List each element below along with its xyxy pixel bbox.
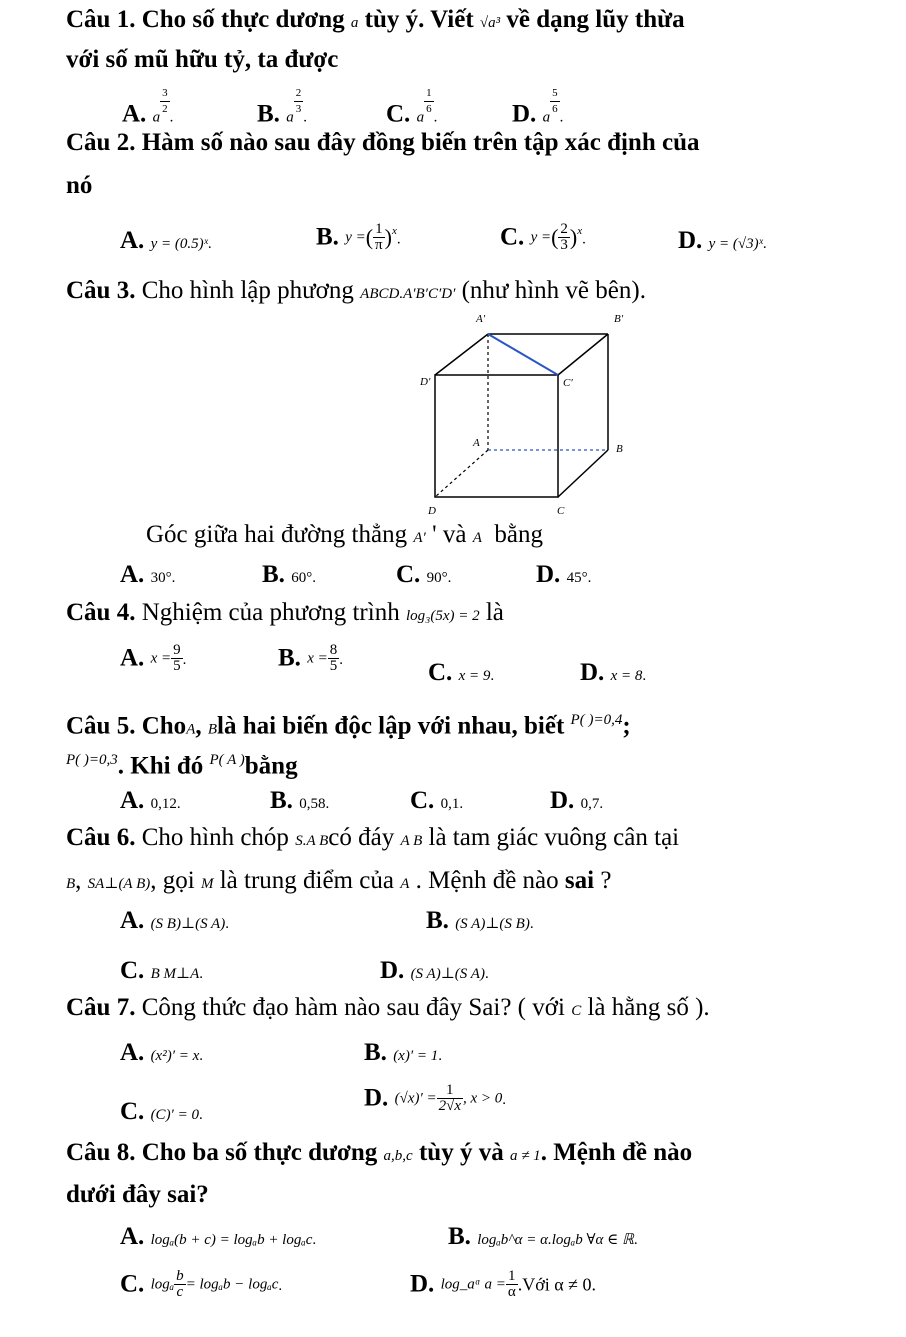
option-base: a: [416, 109, 425, 126]
q6-text-f: . Mệnh đề nào: [415, 867, 559, 894]
option-label: D.: [536, 561, 561, 588]
option-num: 8: [329, 641, 338, 658]
vertex-c: C: [557, 505, 565, 517]
q3-line-b: A: [472, 530, 482, 546]
q8-line-1: [66, 1138, 692, 1171]
option-label: B.: [364, 1039, 387, 1066]
option-den: 5: [329, 657, 338, 674]
q6-text-d: , gọi: [150, 867, 195, 894]
q4-option-d[interactable]: D. x = 8.: [580, 659, 647, 686]
option-tail: .Với α ≠ 0.: [517, 1274, 597, 1295]
q7-text-b: là hằng số ).: [587, 994, 710, 1021]
q5-expr-3: P( A ): [209, 752, 245, 768]
option-label: B.: [257, 100, 280, 128]
option-label: B.: [448, 1223, 471, 1250]
q6-option-d[interactable]: D. (S A)⊥(S A).: [380, 957, 489, 984]
q1-option-b[interactable]: B. a $\frac{2}{3}$ .: [257, 87, 307, 128]
option-lhs: y =: [530, 229, 552, 246]
option-label: B.: [262, 561, 285, 588]
q5-text-b: ,: [195, 712, 202, 740]
option-den: 5: [173, 657, 181, 674]
q7-option-a[interactable]: A. (x²)′ = x.: [120, 1039, 204, 1066]
option-value: 0,1: [440, 796, 460, 812]
edge-c-b: [558, 450, 608, 497]
q1-text-b: tùy ý. Viết: [364, 6, 474, 33]
q2-text: Hàm số nào sau đây đồng biến trên tập xác định của: [141, 129, 700, 156]
q6-text-g: ?: [600, 867, 612, 894]
option-den: 3: [560, 237, 568, 254]
q4-text-a: Nghiệm của phương trình: [141, 599, 400, 626]
q6-option-c[interactable]: C. B M⊥A.: [120, 957, 203, 984]
q4-label: Câu 4.: [66, 599, 136, 626]
option-label: C.: [428, 659, 453, 686]
vertex-a1: A′: [476, 313, 486, 325]
option-base: a: [286, 109, 294, 126]
q2-line-1: [66, 128, 699, 158]
option-value: 0,12: [150, 796, 177, 812]
option-label: D.: [678, 227, 703, 254]
q7-text-a: Công thức đạo hàm nào sau đây Sai? ( với: [141, 994, 565, 1021]
option-label: D.: [380, 957, 405, 984]
option-expr: y = (√3)ˣ: [708, 236, 763, 252]
option-expr: B M⊥A: [150, 966, 200, 982]
vertex-b: B: [616, 443, 623, 455]
option-label: C.: [396, 561, 421, 588]
q3-option-a[interactable]: A. 30°.: [120, 561, 176, 588]
q1-option-a[interactable]: A. a $\frac{3}{2}$ .: [122, 87, 174, 128]
option-expr: (C)′ = 0: [150, 1107, 199, 1123]
cube-figure: [400, 300, 660, 520]
q5-semicolon: ;: [622, 712, 631, 740]
option-label: A.: [120, 787, 145, 814]
option-expr: logₐb^α = α.logₐb ∀α ∈ ℝ: [477, 1232, 634, 1248]
option-label: C.: [500, 223, 525, 251]
q1-label: Câu 1.: [66, 6, 136, 33]
q5-expr-2: P( )=0,3: [66, 752, 118, 768]
q1-option-d[interactable]: D. a $\frac{5}{6}$ .: [512, 87, 564, 128]
q5-option-c[interactable]: C. 0,1.: [410, 787, 464, 814]
option-label: A.: [120, 561, 145, 588]
q4-text-b: là: [485, 599, 504, 626]
q3-question-c: bằng: [494, 521, 543, 548]
q7-var-c: C: [571, 1003, 582, 1019]
vertex-d: D: [428, 505, 436, 517]
vertex-a: A: [473, 437, 480, 449]
q8-option-c[interactable]: C. logₐ $\frac{b}{c}$ = logₐb − logₐc.: [120, 1267, 283, 1300]
option-lhs: x =: [150, 650, 172, 667]
option-value: 90°: [426, 570, 448, 586]
option-den: α: [507, 1283, 516, 1300]
q3-option-b[interactable]: B. 60°.: [262, 561, 316, 588]
q8-vars: a,b,c: [383, 1148, 413, 1164]
q4-option-a[interactable]: A. x = $\frac{9}{5}$ .: [120, 641, 187, 674]
option-label: A.: [120, 644, 145, 672]
q8-text-c: . Mệnh đề nào: [540, 1139, 693, 1166]
option-label: B.: [278, 644, 301, 672]
option-value: 60°: [291, 570, 313, 586]
q1-line-1: [66, 5, 685, 38]
vertex-c1: C′: [563, 377, 573, 389]
q6-text-e: là trung điểm của: [219, 867, 394, 894]
option-lhs: logₐ: [150, 1276, 175, 1293]
q3-question: Góc giữa hai đường thẳng A′ ' và A bằng: [146, 521, 543, 548]
q6-text-a: Cho hình chóp: [141, 824, 289, 851]
q5-line-1: [66, 705, 631, 744]
option-lhs: (√x)′ =: [394, 1090, 437, 1107]
q6-point: M: [200, 876, 214, 892]
option-label: C.: [120, 1098, 145, 1125]
q3-text-a: Cho hình lập phương: [141, 277, 354, 304]
vertex-d1: D′: [420, 376, 431, 388]
q6-option-b[interactable]: B. (S A)⊥(S B).: [426, 907, 534, 934]
option-num: 2: [560, 221, 568, 238]
option-label: D.: [410, 1270, 435, 1298]
option-value: 45°: [566, 570, 588, 586]
option-expr: (S A)⊥(S A): [410, 966, 485, 982]
edge-b1-c1: [558, 334, 608, 375]
option-base: a: [542, 109, 551, 126]
option-label: C.: [386, 100, 411, 128]
option-den: c: [176, 1283, 184, 1300]
option-label: A.: [120, 907, 145, 934]
q1-var-a: a: [350, 15, 359, 31]
option-expr: y = (0.5)ˣ: [150, 236, 208, 252]
option-expr: (x)′ = 1: [393, 1048, 439, 1064]
q2-line-2: nó: [66, 172, 93, 199]
option-label: D.: [550, 787, 575, 814]
option-label: B.: [426, 907, 449, 934]
option-den: 2√x: [438, 1097, 461, 1114]
q8-option-d[interactable]: [410, 1268, 596, 1300]
option-value: 0,58: [299, 796, 326, 812]
option-lhs: log_aᵅ a =: [440, 1276, 506, 1293]
option-num: 9: [173, 641, 181, 658]
q5-var-a: A: [186, 721, 196, 738]
q5-text-c: là hai biến độc lập với nhau, biết: [217, 712, 565, 740]
q6-text-c: là tam giác vuông cân tại: [428, 824, 680, 851]
q2-option-c[interactable]: C. y =( $\frac{2}{3}$ )$^x$.: [500, 221, 586, 254]
q6-line-1: [66, 823, 679, 856]
q7-label: Câu 7.: [66, 994, 136, 1021]
option-label: D.: [364, 1084, 389, 1112]
q1-expr: √a³: [479, 15, 501, 31]
option-num: 1: [437, 1083, 463, 1099]
option-label: B.: [316, 223, 339, 251]
q6-line-2: B, SA⊥(A B), gọi M là trung điểm của A . Mệnh đề nào sai ?: [66, 867, 612, 894]
q3-option-c[interactable]: C. 90°.: [396, 561, 452, 588]
option-num: b: [176, 1267, 184, 1284]
q7-option-c[interactable]: C. (C)′ = 0.: [120, 1098, 203, 1125]
q7-option-d[interactable]: D. (√x)′ = $\frac{1}{2√x}$ , x > 0.: [364, 1081, 507, 1114]
option-value: 0,7: [580, 796, 600, 812]
q6-text-b: có đáy: [328, 824, 395, 851]
q3-option-d[interactable]: D. 45°.: [536, 561, 592, 588]
q1-option-c[interactable]: C. a $\frac{1}{6}$ .: [386, 87, 438, 128]
option-expr: (S A)⊥(S B): [455, 916, 530, 932]
option-num: 5: [550, 86, 560, 102]
q2-option-d[interactable]: D. y = (√3)ˣ.: [678, 227, 767, 254]
option-num: 1: [506, 1269, 518, 1285]
q1-text-c: về dạng lũy thừa: [506, 6, 685, 33]
option-den: 2: [162, 103, 168, 115]
q4-line-1: [66, 598, 504, 631]
diagonal-a1-c1: [488, 334, 558, 375]
option-num: 2: [294, 86, 304, 102]
option-label: A.: [120, 1039, 145, 1066]
q5-option-b[interactable]: B. 0,58.: [270, 787, 330, 814]
q5-line-2: [66, 745, 298, 781]
option-den: 6: [426, 103, 432, 115]
q3-cube-name: ABCD.A′B′C′D′: [360, 286, 456, 302]
q5-var-b: B: [207, 721, 218, 738]
option-base: a: [152, 109, 161, 126]
option-lhs: y =: [345, 229, 366, 246]
q6-cond: SA⊥(A B): [87, 876, 151, 892]
q4-expr: log₃(5x) = 2: [405, 608, 480, 624]
q2-option-b[interactable]: B. y =( $\frac{1}{\pi}$ )$^x$.: [316, 221, 401, 254]
option-label: A.: [120, 227, 145, 254]
option-tail: , x > 0: [463, 1090, 503, 1107]
q3-question-a: Góc giữa hai đường thẳng: [146, 521, 408, 548]
option-expr: x = 8: [610, 668, 643, 684]
q8-text-b: tùy ý và: [418, 1139, 504, 1166]
option-label: D.: [512, 100, 537, 128]
edge-a1-d1: [435, 334, 488, 375]
option-den: 3: [295, 103, 302, 115]
option-lhs: x =: [307, 650, 328, 667]
q5-label: Câu 5.: [66, 712, 136, 740]
q7-option-b[interactable]: B. (x)′ = 1.: [364, 1039, 442, 1066]
q8-text-a: Cho ba số thực dương: [141, 1139, 378, 1166]
q5-option-a[interactable]: A. 0,12.: [120, 787, 181, 814]
option-label: C.: [410, 787, 435, 814]
q4-option-b[interactable]: B. x = $\frac{8}{5}$ .: [278, 641, 343, 674]
option-expr: x = 9: [458, 668, 491, 684]
option-label: C.: [120, 957, 145, 984]
q8-option-b[interactable]: B. logₐb^α = α.logₐb ∀α ∈ ℝ.: [448, 1223, 638, 1250]
option-label: A.: [120, 1223, 145, 1250]
option-num: 1: [424, 86, 434, 102]
q3-question-b: và: [442, 521, 467, 548]
q3-label: Câu 3.: [66, 277, 136, 304]
q2-label: Câu 2.: [66, 129, 136, 156]
q5-expr-1: P( )=0,4: [570, 712, 623, 728]
front-face: [435, 375, 558, 497]
vertex-b1: B′: [614, 313, 624, 325]
option-den: π: [375, 237, 383, 254]
option-label: D.: [580, 659, 605, 686]
option-den: 6: [552, 103, 558, 115]
q6-option-a[interactable]: A. (S B)⊥(S A).: [120, 907, 229, 934]
q5-text-a: Cho: [141, 712, 187, 740]
q6-bold-word: sai: [564, 867, 595, 894]
q1-text-a: Cho số thực dương: [141, 6, 345, 33]
option-num: 1: [373, 222, 385, 238]
q7-line-1: [66, 993, 710, 1026]
q5-text-e: bằng: [244, 752, 298, 780]
option-tail: = logₐb − logₐc: [185, 1276, 279, 1293]
q6-label: Câu 6.: [66, 824, 136, 851]
option-expr: logₐ(b + c) = logₐb + logₐc: [150, 1232, 313, 1248]
option-label: C.: [120, 1270, 145, 1298]
option-expr: (S B)⊥(S A): [150, 916, 226, 932]
q8-cond: a ≠ 1: [509, 1148, 541, 1164]
q8-label: Câu 8.: [66, 1139, 136, 1166]
q6-seg: A: [400, 876, 410, 892]
option-label: A.: [122, 100, 147, 128]
hidden-edge-a-d: [435, 450, 488, 497]
q5-option-d[interactable]: D. 0,7.: [550, 787, 604, 814]
option-num: 3: [160, 86, 170, 102]
q3-text-b: (như hình vẽ bên).: [461, 277, 646, 304]
q3-line-a: A′: [413, 530, 426, 546]
q6-base: A B: [400, 833, 423, 849]
q1-line-2: với số mũ hữu tỷ, ta được: [66, 46, 339, 73]
option-label: B.: [270, 787, 293, 814]
q6-pyramid: S.A B: [295, 833, 329, 849]
q2-option-a[interactable]: A. y = (0.5)ˣ.: [120, 227, 212, 254]
option-expr: (x²)′ = x: [150, 1048, 200, 1064]
option-value: 30°: [150, 570, 172, 586]
q8-line-2: dưới đây sai?: [66, 1181, 209, 1208]
q4-option-c[interactable]: C. x = 9.: [428, 659, 495, 686]
q8-option-a[interactable]: A. logₐ(b + c) = logₐb + logₐc.: [120, 1223, 317, 1250]
q6-vertex: B: [66, 876, 76, 892]
q5-text-d: . Khi đó: [117, 752, 204, 780]
